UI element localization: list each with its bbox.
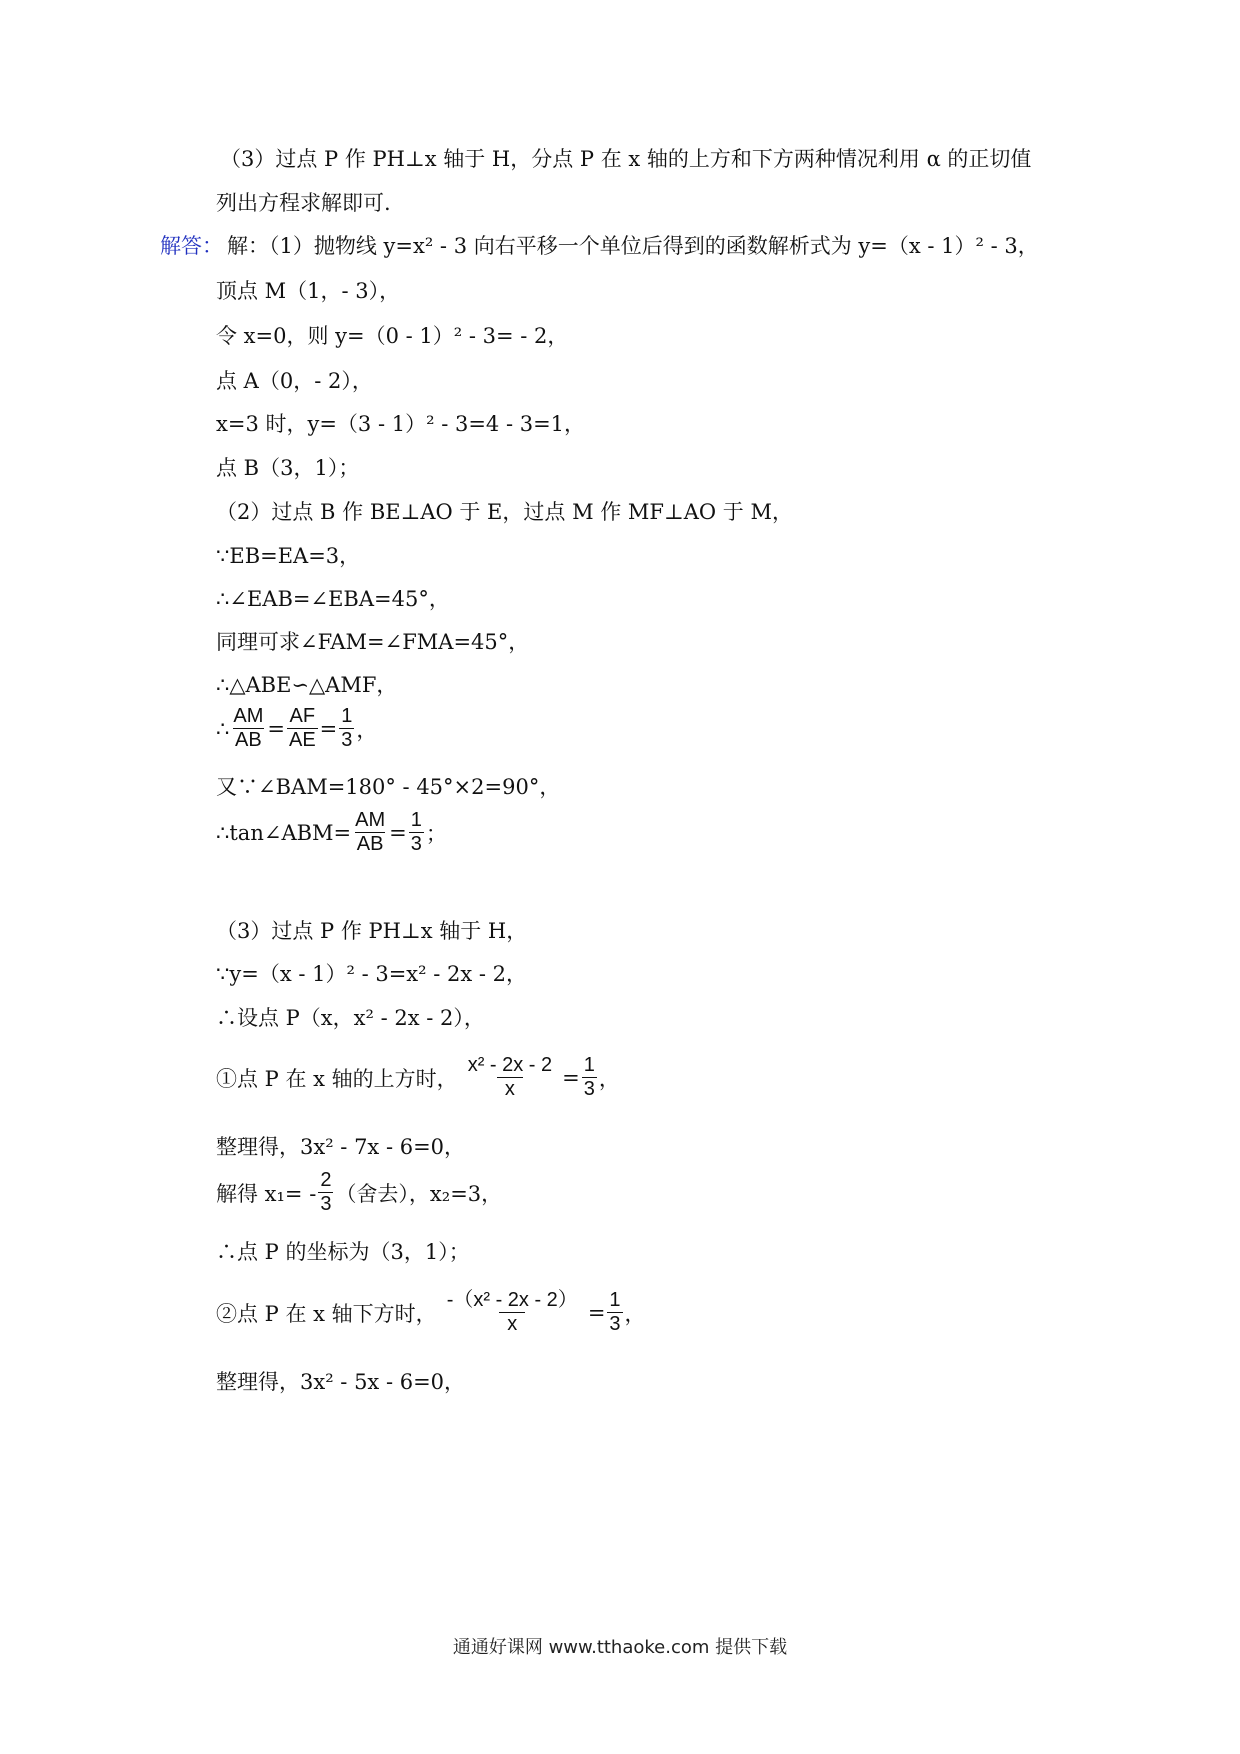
answer-line: ∴△ABE∽△AMF，: [216, 673, 398, 697]
fraction: $\frac{\text{x² - 2x - 2}}{x}$: [467, 1054, 553, 1100]
intro-line-1: （3）过点 P 作 PH⊥x 轴于 H，分点 P 在 x 轴的上方和下方两种情况利用 α 的正切值: [220, 147, 1032, 171]
answer-line: （2）过点 B 作 BE⊥AO 于 E，过点 M 作 MF⊥AO 于 M，: [216, 500, 793, 524]
answer-line: ∴点 P 的坐标为（3，1）；: [216, 1240, 470, 1264]
fraction: $\frac{1}{3}$: [583, 1054, 595, 1100]
answer-line: 令 x=0，则 y=（0 - 1）² - 3= - 2，: [216, 324, 569, 348]
ratio-equation: ∴ $\frac{AM}{AB}$ = $\frac{AF}{AE}$ = $\frac{1}{3}$ ，: [216, 705, 378, 751]
fraction: $\frac{1}{3}$: [341, 705, 353, 751]
intro-line-2: 列出方程求解即可.: [216, 191, 391, 215]
solution-line: 解得 x₁= - $\frac{2}{3}$ （舍去），x₂=3，: [216, 1169, 503, 1215]
answer-line: 又∵∠BAM=180° - 45°×2=90°，: [216, 775, 561, 799]
answer-line: ∵y=（x - 1）² - 3=x² - 2x - 2，: [216, 962, 528, 986]
answer-line: （3）过点 P 作 PH⊥x 轴于 H，: [216, 919, 528, 943]
answer-line: 整理得，3x² - 7x - 6=0，: [216, 1135, 466, 1159]
case-below-equation: ②点 P 在 x 轴下方时， $\frac{\text{-（x² - 2x - 2）}}{x}$ = $\frac{1}{3}$ ，: [216, 1289, 646, 1335]
fraction: $\frac{AF}{AE}$: [288, 705, 316, 751]
fraction: $\frac{1}{3}$: [609, 1289, 621, 1335]
answer-label: 解答：: [160, 234, 223, 258]
case-above-equation: ①点 P 在 x 轴的上方时， $\frac{\text{x² - 2x - 2}}{x}$ = $\frac{1}{3}$ ，: [216, 1054, 620, 1100]
answer-line: ∴设点 P（x，x² - 2x - 2），: [216, 1006, 485, 1030]
answer-line: 点 A（0，- 2），: [216, 369, 373, 393]
answer-line: 整理得，3x² - 5x - 6=0，: [216, 1370, 466, 1394]
answer-line: ∴∠EAB=∠EBA=45°，: [216, 587, 450, 611]
answer-line: 点 B（3，1）；: [216, 456, 360, 480]
fraction: $\frac{1}{3}$: [410, 809, 422, 855]
fraction: $\frac{\text{-（x² - 2x - 2）}}{x}$: [446, 1289, 578, 1335]
answer-line: x=3 时，y=（3 - 1）² - 3=4 - 3=1，: [216, 412, 586, 436]
tan-equation: ∴tan∠ABM= $\frac{AM}{AB}$ = $\frac{1}{3}$ ；: [216, 809, 447, 855]
fraction: $\frac{AM}{AB}$: [355, 809, 386, 855]
answer-line-1: 解答： 解：（1）抛物线 y=x² - 3 向右平移一个单位后得到的函数解析式为 y=（x - 1）² - 3，: [160, 230, 1039, 260]
page-footer: 通通好课网 www.tthaoke.com 提供下载: [452, 1637, 788, 1658]
answer-line: 同理可求∠FAM=∠FMA=45°，: [216, 630, 530, 654]
fraction: $\frac{2}{3}$: [320, 1169, 332, 1215]
answer-line: ∵EB=EA=3，: [216, 544, 361, 568]
fraction: $\frac{AM}{AB}$: [233, 705, 264, 751]
answer-line: 顶点 M（1，- 3），: [216, 279, 401, 303]
